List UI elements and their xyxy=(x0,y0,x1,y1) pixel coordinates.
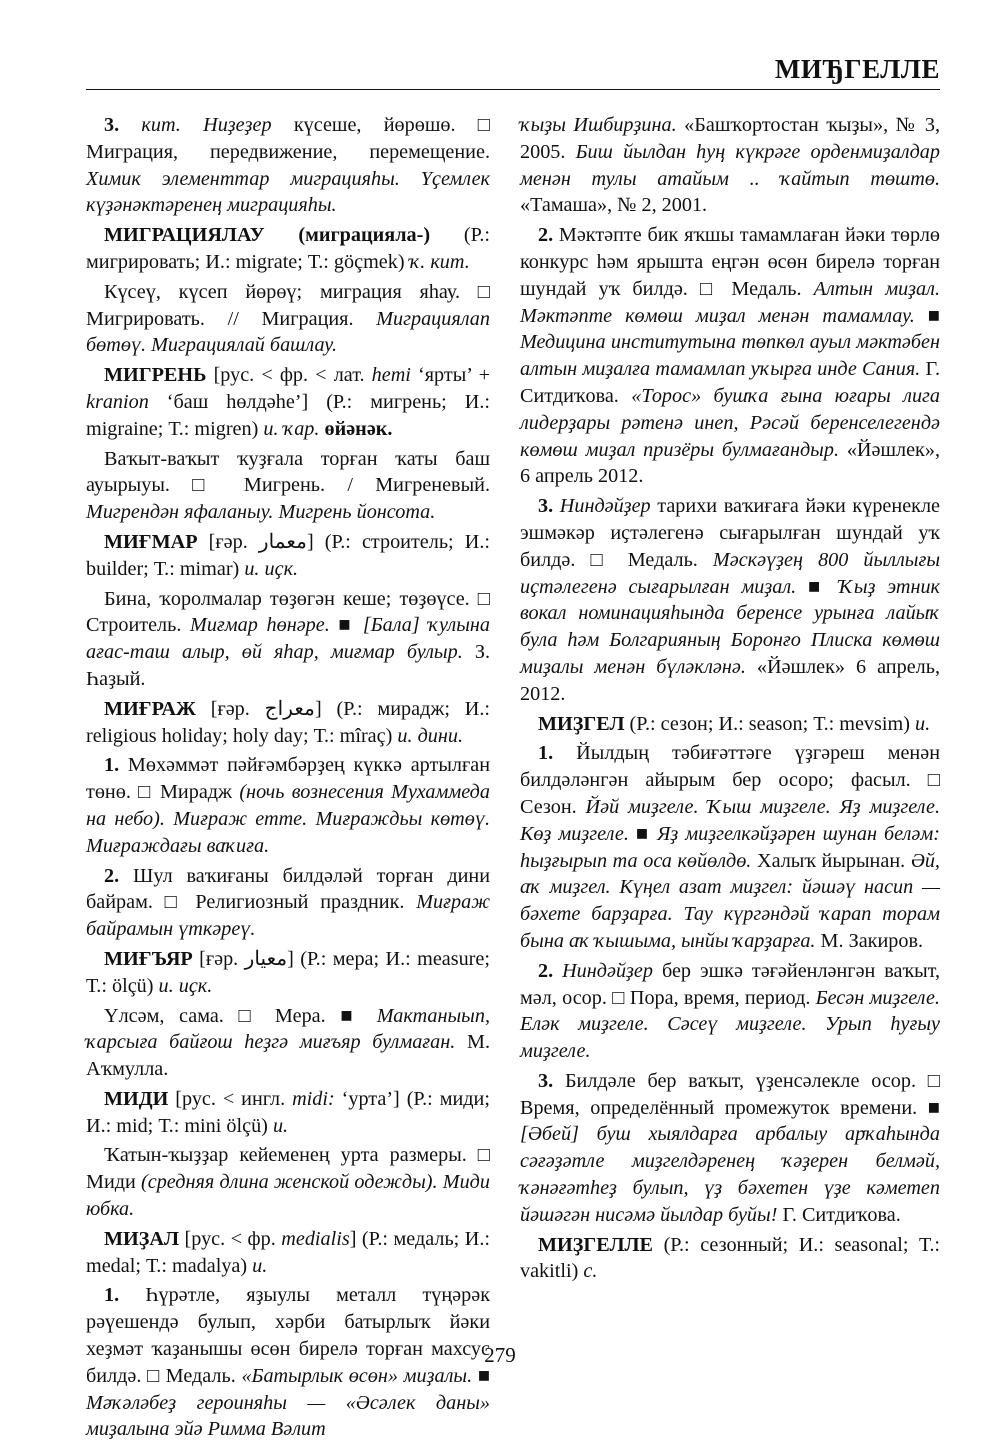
body-text: «Тамаша», № 2, 2001. xyxy=(520,194,708,217)
body-text: З. Һаҙый. xyxy=(86,641,490,690)
headword-text: өйәнәк. xyxy=(324,417,393,440)
italic-text: и. xyxy=(252,1254,268,1277)
headword-text: 3. xyxy=(538,1069,565,1092)
body-text: [ғәр. معيار] (Р.: мера; И.: measure; Т.: ölçü) xyxy=(86,947,490,997)
body-text: [рус. < фр. xyxy=(184,1227,282,1250)
italic-text: [Әбей] буш хыялдарға арбалыу арҡаһында сәғәҙәтле миҙгелдәренең ҡәҙерен белмәй, ҡәнәғәтһеҙ булып, үҙ бәхетен үҙе кәметеп йәшәгән нисәмә йылдар буйы! xyxy=(520,1123,940,1226)
headword-text: 3. xyxy=(538,495,560,518)
dictionary-paragraph xyxy=(86,752,490,859)
italic-text: и. xyxy=(272,1114,289,1137)
italic-text: с. xyxy=(583,1260,598,1283)
dictionary-paragraph xyxy=(86,946,490,1000)
italic-text: Медицина институтына төпкөл ауыл мәктәбен алтын миҙалға тамамлап уҡырға инде Сания. xyxy=(520,331,940,381)
body-text: [ғәр. معراج] (Р.: мирадж; И.: religious holiday; holy day; Т.: mîraç) xyxy=(86,697,490,747)
body-text: бер эшкә тәғәйенләнгән ваҡыт, мәл, осор. □ Пора, время, период. xyxy=(520,959,941,1009)
headword-text: 2. xyxy=(538,224,559,247)
dictionary-paragraph xyxy=(86,279,490,359)
dictionary-paragraph xyxy=(86,446,490,526)
dictionary-paragraph xyxy=(520,1068,940,1229)
body-text: [рус. < ингл. xyxy=(175,1087,293,1110)
body-text: (Р.: сезон; И.: season; Т.: mevsim) xyxy=(629,712,915,735)
body-text: ‘урта’] (Р.: миди; И.: mid; Т.: mini ölçü) xyxy=(86,1087,490,1137)
body-text: Мәктәпте бик яҡшы тамамлаған йәки төрлө конкурс һәм ярышта еңгән өсөн бирелә торған шундай уҡ билдә. □ Медаль. xyxy=(520,224,941,300)
italic-text: Химик элементтар миграцияһы. Үҫемлек күҙәнәктәренең миграцияһы. xyxy=(86,167,490,217)
italic-text: Мактаныып, ҡарсыға байғош һеҙгә миғъяр булмаған. xyxy=(86,1004,490,1054)
body-text: «Йәшлек», 6 апрель 2012. xyxy=(520,438,940,488)
body-text: «Йәшлек» 6 апрель, 2012. xyxy=(520,655,940,705)
dictionary-paragraph xyxy=(86,1226,490,1280)
dictionary-paragraph xyxy=(520,112,940,219)
body-text: Үлсәм, сама. □ Мера. ■ xyxy=(104,1004,377,1027)
headword-text: МИҒЪЯР xyxy=(104,947,200,970)
italic-text: kranion xyxy=(86,390,167,413)
body-text: тарихи ваҡиғаға йәки күренекле эшмәкәр иҫтәлегенә сығарылған шундай уҡ билдә. □ Медаль. xyxy=(520,495,940,571)
italic-text: [Бала] ҡулына ағас-таш алыр, өй яһар, миғмар булыр. xyxy=(86,614,491,664)
dictionary-paragraph xyxy=(86,863,490,943)
page-number: 279 xyxy=(484,1343,516,1367)
body-text: М. Аҡмулла. xyxy=(86,1031,490,1081)
dictionary-paragraph xyxy=(86,112,490,219)
headword-text: 1. xyxy=(538,742,577,765)
right-column xyxy=(520,112,940,1288)
italic-text: «Торос» бушҡа ғына юғары лига лидерҙары рәтенә инеп, Рәсәй беренселегендә көмөш миҙал призёры булмағандыр. xyxy=(520,384,941,461)
headword-text: 2. xyxy=(538,959,563,982)
italic-text: и. xyxy=(914,712,931,735)
italic-text: Мәҡәләбеҙ героиняһы — «Әсәлек даны» миҙалына эйә Римма Вәлит xyxy=(86,1391,490,1441)
body-text: Мөхәммәт пәйғәмбәрҙең күккә артылған төнө. □ Мирадж xyxy=(86,754,491,804)
body-text: ■ xyxy=(635,822,658,845)
italic-text: Яҙ миҙгелкәйҙәрен шунан беләм: һыҙғырып та оса көйөлдө. xyxy=(520,822,940,872)
body-text: ■ xyxy=(808,575,839,598)
italic-text: Ниндәйҙер xyxy=(559,495,658,518)
body-text: Ваҡыт-ваҡыт ҡуҙғала торған ҡаты баш ауырыуы. □ Мигрень. / Мигреневый. xyxy=(86,447,490,497)
headword-text: МИГРАЦИЯЛАУ (миграцияла-) xyxy=(104,224,464,247)
body-text: күсеше, йөрөшө. □ Миграция, передвижение, перемещение. xyxy=(86,114,490,163)
body-text: «Башҡортостан ҡыҙы», № 3, 2005. xyxy=(520,114,940,163)
body-text: Халыҡ йырынан. xyxy=(756,849,911,872)
italic-text: Ниндәйҙер xyxy=(562,959,662,982)
headword-text: 3. xyxy=(104,114,142,136)
body-text: Шул ваҡиғаны билдәләй торған дини байрам. □ Религиозный праздник. xyxy=(86,864,491,914)
header-rule xyxy=(86,89,940,90)
headword-text: МИҒМАР xyxy=(104,530,209,553)
italic-text: Миғраж байрамын үткәреү. xyxy=(86,891,490,941)
italic-text: Алтын миҙал. Мәктәпте көмөш миҙал менән тамамлау. xyxy=(520,277,940,327)
body-text: Билдәле бер ваҡыт, үҙенсәлекле осор. □ Время, определённый промежуток времени. ■ xyxy=(520,1069,941,1119)
body-text: ‘баш һөлдәһе’] (Р.: мигрень; И.: migraine; Т.: migren) xyxy=(86,390,490,440)
dictionary-paragraph xyxy=(520,222,940,490)
body-text: Г. Ситдиҡова. xyxy=(520,358,940,407)
italic-text: Бесән миҙгеле. Еләк миҙгеле. Сәсеү миҙгеле. Урып һуғыу миҙгеле. xyxy=(520,986,940,1063)
headword-text: МИДИ xyxy=(104,1087,176,1110)
running-head: МИЂГЕЛЛЕ xyxy=(774,54,940,84)
italic-text: «Батырлык өсөн» миҙалы. xyxy=(241,1364,478,1387)
body-text: М. Закиров. xyxy=(820,929,924,952)
dictionary-paragraph xyxy=(86,222,490,276)
headword-text: МИҘАЛ xyxy=(104,1227,185,1250)
italic-text: (средняя длина женской одежды). Миди юбка. xyxy=(86,1171,490,1221)
body-text: (Р.: мигрировать; И.: migrate; Т.: göçmek) xyxy=(86,224,490,273)
body-text: Күсеү, күсеп йөрөү; миграция яһау. □ Мигрировать. // Миграция. xyxy=(86,280,490,330)
italic-text: и. иҫк. xyxy=(158,974,213,997)
left-column xyxy=(86,112,490,1446)
headword-text: 2. xyxy=(104,864,134,887)
italic-text: (ночь вознесения Мухаммеда на небо). Миғраж етте. Миғраждьы көтөү. Миғраждағы ваҡиға. xyxy=(86,781,490,857)
dictionary-paragraph xyxy=(86,586,490,693)
italic-text: кит. Ниҙеҙер xyxy=(141,114,294,136)
italic-text: Әй, аҡ миҙгел. Күңел азат миҙгел: йәшәү насип — бәхете барҙарға. Тау күргәндәй ҡарап торам бына аҡ ҡышыма, ынйы ҡарҙарға. xyxy=(520,849,940,952)
headword-text: МИҘГЕЛ xyxy=(538,712,630,735)
dictionary-paragraph xyxy=(86,1142,490,1222)
dictionary-paragraph xyxy=(86,362,490,442)
italic-text: Мәскәүҙең 800 йыллығы иҫтәлегенә сығарылған миҙал. xyxy=(520,548,940,598)
dictionary-paragraph xyxy=(86,696,490,750)
italic-text: midi: xyxy=(292,1087,342,1110)
italic-text: ҡ. кит. xyxy=(409,250,470,273)
italic-text: и. ҡар. xyxy=(263,417,325,440)
body-text: Г. Ситдиҡова. xyxy=(782,1203,901,1226)
italic-text: ҡыҙы Ишбирҙина. xyxy=(520,114,685,136)
body-text: ■ xyxy=(927,304,940,327)
body-text: [ғәр. معمار] (Р.: строитель; И.: builder; Т.: mimar) xyxy=(86,530,490,580)
dictionary-paragraph xyxy=(520,493,940,707)
italic-text: и. дини. xyxy=(397,724,464,747)
italic-text: Миграциялап бөтөү. Миграциялай башлау. xyxy=(86,307,490,357)
body-text: ‘ярты’ + xyxy=(418,364,490,387)
dictionary-paragraph xyxy=(520,711,940,738)
body-text: ■ xyxy=(477,1364,491,1387)
dictionary-paragraph xyxy=(86,1003,490,1083)
body-text: Һүрәтле, яҙыулы металл түңәрәк рәүешендә булып, хәрби батырлыҡ йәки хеҙмәт ҡаҙанышы өсөн бирелә торған махсус билдә. □ Медаль. xyxy=(86,1284,491,1387)
body-text: ] (Р.: медаль; И.: medal; Т.: madalya) xyxy=(86,1227,490,1277)
body-text: (Р.: сезонный; И.: seasonal; Т.: vakitli) xyxy=(520,1233,940,1283)
dictionary-paragraph xyxy=(86,529,490,583)
italic-text: Биш йылдан һуң күкрәге орденмиҙалдар менән тулы атайым .. ҡайтып төштө. xyxy=(520,140,940,190)
italic-text: Миғмар һөнәре. xyxy=(190,614,339,637)
dictionary-paragraph xyxy=(520,1232,940,1286)
body-text: Йылдың тәбиғәттәге үҙгәреш менән билдәләнгән айырым бер осоро; фасыл. □ Сезон. xyxy=(520,742,940,818)
body-text: ■ xyxy=(338,614,363,637)
headword-text: 1. xyxy=(104,754,128,777)
headword-text: МИҘГЕЛЛЕ xyxy=(538,1233,664,1256)
italic-text: Ҡыҙ этник вокал номинацияһында беренсе урынға лайыҡ була һәм Болгарияның Боронғо Плиска көмөш миҙалы менән бүләкләнә. xyxy=(520,575,941,678)
italic-text: hemi xyxy=(371,364,419,387)
body-text: [рус. < фр. < лат. xyxy=(213,364,372,387)
headword-text: МИГРЕНЬ xyxy=(104,364,214,387)
dictionary-paragraph xyxy=(520,958,940,1065)
italic-text: Йәй миҙгеле. Ҡыш миҙгеле. Яҙ миҙгеле. Көҙ миҙгеле. xyxy=(520,795,940,845)
dictionary-paragraph xyxy=(86,1086,490,1140)
headword-text: 1. xyxy=(104,1284,146,1307)
italic-text: Мигрендән яфаланыу. Мигрень йонсота. xyxy=(86,501,436,524)
dictionary-paragraph xyxy=(520,740,940,954)
headword-text: МИҒРАЖ xyxy=(104,697,211,720)
italic-text: и. иҫк. xyxy=(244,557,299,580)
italic-text: medialis xyxy=(281,1227,350,1250)
body-text: Бина, ҡоролмалар төҙөгән кеше; төҙөүсе. □ Строитель. xyxy=(86,587,490,637)
body-text: Ҡатын-ҡыҙҙар кейеменең урта размеры. □ Миди xyxy=(86,1144,490,1194)
